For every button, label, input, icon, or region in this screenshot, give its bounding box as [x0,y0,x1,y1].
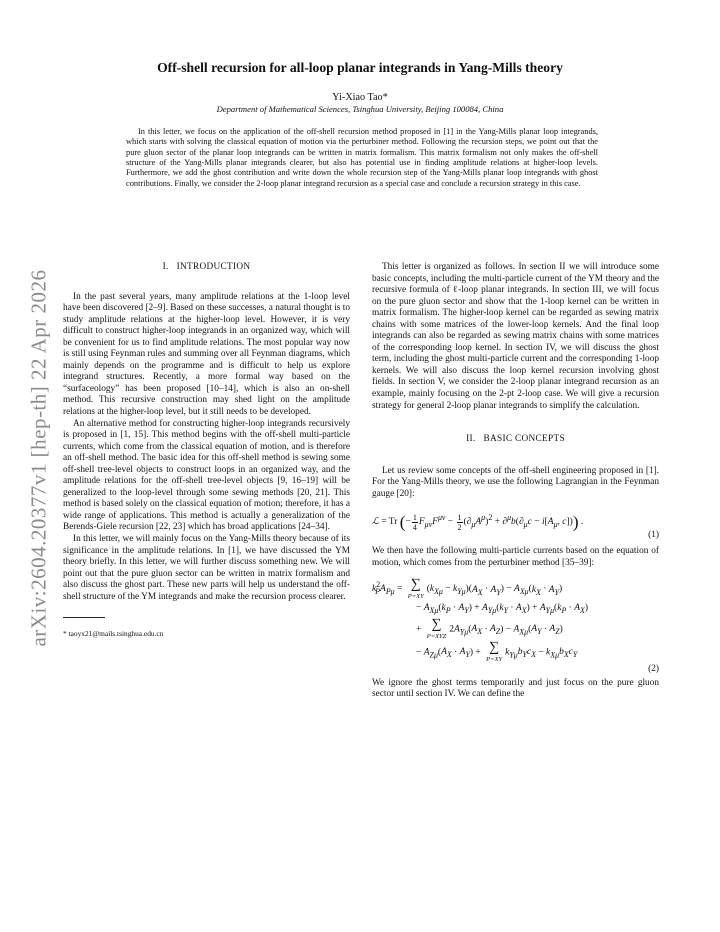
abstract: In this letter, we focus on the application of the off-shell recursion method proposed in [1] in the Yang-Mills planar loop integrands, which starts with solving the classical equation of motion via the perturbiner method. Following the recursion steps, we point out that the pure gluon sector of the planar loop integrands can be written in matrix formalism. This matrix formalism not only makes the off-shell structure of the Yang-Mills planar integrands clearer, but also has potential use in finding amplitude relations at higher-loop levels. Furthermore, we add the ghost contribution and write down the whole recursion step of the Yang-Mills planar loop integrands with ghost contributions. Finally, we consider the 2-loop planar integrand recursion as a special case and conclude a recursion strategy in this case. [126,127,598,188]
ghost-note-paragraph: We ignore the ghost terms temporarily and just focus on the pure gluon sector until section IV. We can define the [372,677,659,700]
arxiv-side-stamp [22,258,56,658]
equation-line: − $A_{X\mu}(k_P \cdot A_Y) + A_{Y\mu}(k_Y \cdot A_X) + A_{Y\mu}(k_P \cdot A_X)$ [416,602,589,615]
paper-title: Off-shell recursion for all-loop planar integrands in Yang-Mills theory [157,60,563,75]
multi-particle-current-equation [372,576,659,675]
equation-line: $k^2_PA_{P\mu}$ = ∑ P=XY $(k_{X\mu} - k_{Y\mu})(A_X \cdot A_Y) - A_{X\mu}(k_X \cdot A_Y)$ [372,576,563,600]
section-title: BASIC CONCEPTS [483,434,565,445]
footnote-rule [63,617,105,618]
outline-paragraph: This letter is organized as follows. In section II we will introduce some basic concepts, including the multi-particle current of the YM theory and the recursive formula of ℓ-loop planar integrands. In section III, we will focus on the pure gluon sector and show that the 1-loop kernel can be written in matrix formalism. The higher-loop kernel can be regarded as sewing matrix chains with some matrices of the lower-loop kernels. And the final loop integrands can also be regarded as sewing matrix chains with some matrices of the corresponding loop kernel. In section IV, we will discuss the ghost term, including the ghost multi-particle current and the corresponding 1-loop kernels. We will also discuss the loop kernel recursion involving ghost fields. In section V, we consider the 2-loop planar integrand recursion as an example, mainly focusing on the 2-pt 2-loop case. We will give a recursion strategy for general 2-loop planar integrands to simplify the calculation. [372,262,659,411]
lagrangian-equation [372,510,659,541]
footnote-email: * taoyx21@mails.tsinghua.edu.cn [63,629,164,639]
section-heading-basic-concepts [372,434,659,446]
author-name: Yi-Xiao Tao* [332,92,388,103]
currents-paragraph: We then have the following multi-particle currents based on the equation of motion, which comes from the perturbiner method [35–39]: [372,546,659,568]
equation-line: + ∑ P=XYZ $2A_{Y\mu}(A_X \cdot A_Z) - A_{X\mu}(A_Y \cdot A_Z)$ [416,616,563,640]
equation-line: − $A_{Z\mu}(A_X \cdot A_Y)$ + ∑ P=XY $k_{Y\mu}b_Yc_X - k_{X\mu}b_Xc_Y$ [416,639,578,663]
section-title: INTRODUCTION [176,262,251,272]
author-affiliation: Department of Mathematical Sciences, Tsinghua University, Beijing 100084, China [216,104,504,114]
section-heading-introduction [63,262,350,274]
equation-number: (2) [648,664,659,675]
intro-paragraph: In the past several years, many amplitude relations at the 1-loop level have been discovered [2–9]. Based on these successes, a natural thought is to study amplitude relations at the higher-loop level. However, it is very difficult to construct higher-loop integrands in an organized way, which will be convenient for us to find amplitude relations. The most popular way now is still using Feynman rules and summing over all Feynman diagrams, which mainly depends on the programme and is difficult to help us explore integrand structures. Recently, a more formal way based on the “surfaceology” has been proposed [10–14], which is also an on-shell method. This recursive construction may shed light on the amplitude relations at the higher-loop level, but it still needs to be developed. [63,291,350,418]
equation-number: (1) [648,530,659,541]
equation-line: ℒ = Tr (− $\frac{1}{4}$ $F_{\mu\nu}F^{\mu\nu}$ − $\frac{1}{2}$ $(\partial_\mu A^\mu)^2 + \partial^\mu b(\partial_\mu c - i[A_\mu$, c])) . [372,512,584,532]
left-column [63,262,350,640]
intro-paragraph: In this letter, we will mainly focus on the Yang-Mills theory because of its significance in the amplitude relations. In [1], we have discussed the YM theory briefly. In this letter, we will further discuss something new. We will point out that the pure gluon sector can be written in matrix formalism and also discuss the ghost part. These new parts will help us understand the off-shell structure of the YM integrands and make the recursion process clearer. [63,534,350,602]
basic-concepts-paragraph: Let us review some concepts of the off-shell engineering proposed in [1]. For the Yang-Mills theory, we use the following Lagrangian in the Feynman gauge [20]: [372,465,659,499]
intro-paragraph: An alternative method for constructing higher-loop integrands recursively is proposed in [1, 15]. This method begins with the off-shell multi-particle currents, which come from the classical equation of motion, and is therefore an off-shell method. The basic idea for this off-shell method is sewing some off-shell tree-level objects to construct loops in an organized way, and the amplitude relations for the off-shell tree-level objects [9, 16–19] will be generalized to the loop-level through some sewing methods [20, 21]. This method is based solely on the classical equation of motion; therefore, it has a wide range of applications. This method is actually a generalization of the Berends-Giele recursion [22, 23] which has broad applications [24–34]. [63,418,350,533]
arxiv-identifier: arXiv:2604.20377v1 [hep-th] 22 Apr 2026 [26,269,51,647]
section-number: II. [466,434,476,445]
right-column [372,262,659,701]
section-number: I. [162,262,169,272]
